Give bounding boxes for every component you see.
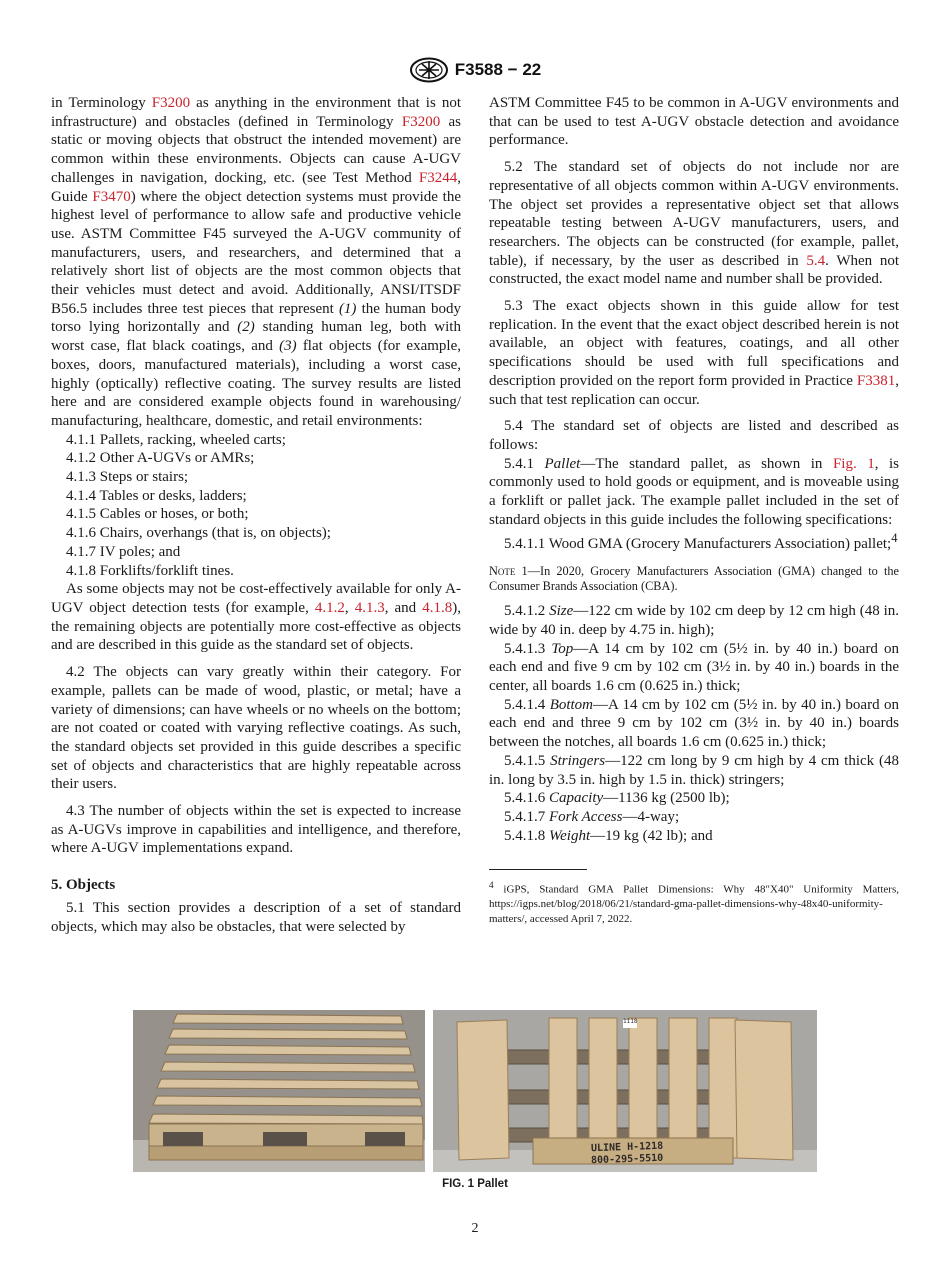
text-run: —A 14 cm by 102 cm (5½ in. by 40 in.) board on each end and five 9 cm by 102 cm (3½ in. by 40 in.) boards in the center, all boards 1.6 cm (0.625 in.) thick; xyxy=(489,640,900,694)
cross-reference-link[interactable]: F3470 xyxy=(92,188,131,205)
text-run: Capacity xyxy=(549,790,604,807)
text-run: —19 kg (42 lb); and xyxy=(590,827,713,844)
section-5-4-1 xyxy=(489,455,899,530)
text-run: ) where the object detection systems must provide the highest level of performance to allow safe and productive vehicle use. ASTM Committee F45 surveyed the A-UGV community of manufacturers, users, and researchers, and determined that a relatively short list of objects are the most common objects that their vehicles must detect and avoid. Additionally, ANSI/ITSDF B56.5 includes three test pieces that represent xyxy=(51,188,461,317)
spec-weight xyxy=(489,827,899,846)
spec-fork-access xyxy=(489,808,899,827)
pallet-stencil-line-1: ULINE H-1218 xyxy=(590,1140,664,1155)
text-run: 5.4.1.8 xyxy=(504,827,549,844)
text-run: —A 14 cm by 102 cm (5½ in. by 40 in.) board on each end and three 9 cm by 102 cm (3½ in. by 40 in.) boards between the notches, all boards 1.6 cm (0.625 in.) thick; xyxy=(489,696,900,751)
section-5-1: 5.1 This section provides a description of a set of standard objects, which may also be obstacles, that were selected by xyxy=(51,899,461,935)
text-run: , is commonly used to hold goods or equipment, and is moveable using a forklift or pallet jack. The example pallet included in the set of standard objects in this guide includes the following specifications: xyxy=(489,455,899,528)
spec-top xyxy=(489,640,899,696)
section-5-heading: 5. Objects xyxy=(51,877,116,894)
text-run: 4 xyxy=(489,880,494,891)
cross-reference-link[interactable]: F3200 xyxy=(401,113,441,130)
standard-designation: F3588 − 22 xyxy=(454,60,542,79)
figure-1 xyxy=(133,1010,817,1172)
list-item: 4.1.2 Other A-UGVs or AMRs; xyxy=(66,450,255,467)
text-run: flat objects (for example, boxes, doors, manufactured materials), including a worst case, highly (optically) reflective coating. The survey results are listed here and are considered example objects found in warehousing/ manufacturing, healthcare, domestic, and retail environments: xyxy=(51,338,461,429)
cross-reference-link[interactable]: F3200 xyxy=(151,95,191,111)
pallet-stencil-line-2: 800-295-5510 xyxy=(590,1152,664,1167)
figure-caption: FIG. 1 Pallet xyxy=(442,1178,508,1190)
pallet-photo-top xyxy=(433,1010,817,1172)
text-run: 5.4.1.4 xyxy=(504,696,550,713)
intro-paragraph xyxy=(51,94,461,431)
text-run: As some objects may not be cost-effectively available for only A-UGV object detection tests (for example, xyxy=(51,581,461,616)
astm-logo-icon xyxy=(409,57,449,83)
list-item: 4.1.1 Pallets, racking, wheeled carts; xyxy=(66,431,286,448)
cross-reference-link[interactable]: F3381 xyxy=(856,372,896,389)
list-item: 4.1.3 Steps or stairs; xyxy=(66,469,189,486)
text-run: ), the remaining objects are potentially more cost-effective as objects and are described in this guide as the standard set of objects. xyxy=(51,599,461,654)
list-item: 4.1.6 Chairs, overhangs (that is, on objects); xyxy=(66,525,331,542)
spec-bottom xyxy=(489,696,899,752)
list-item: 4.1.7 IV poles; and xyxy=(66,543,181,560)
continued-paragraph: ASTM Committee F45 to be common in A-UGV environments and that can be used to test A-UGV obstacle detection and avoidance performance. xyxy=(489,95,899,149)
text-run: 5.4.1.6 xyxy=(504,790,549,807)
section-5-4: 5.4 The standard set of objects are listed and described as follows: xyxy=(489,418,899,453)
text-run: . When not constructed, the exact model name and number shall be provided. xyxy=(489,252,900,288)
list-item: 4.1.5 Cables or hoses, or both; xyxy=(66,506,249,523)
pallet-photo-side xyxy=(133,1010,425,1172)
text-run: 5.2 The standard set of objects do not include nor are representative of all objects common within A-UGV environments. The object set provides a representative object set that allows repeatable testing between A-UGV manufacturers, users, and researchers. The objects can be constructed (for example, pallet, table), if necessary, by the user as described in xyxy=(489,159,899,269)
page-header xyxy=(0,56,950,84)
cross-reference-link[interactable]: 4.1.8 xyxy=(422,599,453,616)
text-run: Stringers xyxy=(550,752,606,769)
section-5-3 xyxy=(489,297,899,409)
text-run: , such that test replication can occur. xyxy=(489,372,899,408)
text-run: 5.4.1.1 Wood GMA (Grocery Manufacturers Association) pallet; xyxy=(504,536,892,553)
object-list xyxy=(51,431,461,581)
text-run: 5.4.1.3 xyxy=(504,640,552,657)
cross-reference-link[interactable]: Fig. 1 xyxy=(832,455,875,472)
text-run: as static or moving objects that obstruct the intended movement) are common within these environments. Objects can cause A-UGV challenges in navigation, docking, etc. (see Test Method xyxy=(51,113,461,186)
text-run: , Guide xyxy=(51,169,461,205)
text-run: —1136 kg (2500 lb); xyxy=(603,790,730,807)
text-run: —122 cm long by 9 cm high by 4 cm thick (48 in. long by 3.5 in. high by 1.5 in. thick) stringers; xyxy=(489,752,899,788)
text-run: 5.3 The exact objects shown in this guide allow for test replication. In the event that the exact object described herein is not available, an object with features, coatings, and all other specifications should be used with full specifications and description provided on the report form provided in Practice xyxy=(489,298,899,389)
text-run: —122 cm wide by 102 cm deep by 12 cm high (48 in. wide by 40 in. deep by 4.75 in. high); xyxy=(489,603,900,638)
left-column xyxy=(51,94,461,936)
text-run: iGPS, Standard GMA Pallet Dimensions: Why 48"X40" Uniformity Matters, https://igps.net/blog/2018/06/21/standard-gma-pallet-dimensions-why-48x40-uniformity-matters/, accessed April 7, 2022. xyxy=(489,883,899,925)
right-column xyxy=(489,94,899,926)
list-item: 4.1.8 Forklifts/forklift tines. xyxy=(66,562,234,579)
text-run: , and xyxy=(384,599,423,616)
footnote-4 xyxy=(489,878,899,926)
spec-size xyxy=(489,602,899,639)
text-run: Fork Access xyxy=(549,808,623,825)
text-run: 4 xyxy=(891,531,898,546)
text-run: Pallet xyxy=(544,455,581,472)
text-run: 5.4.1.5 xyxy=(504,752,551,769)
spec-capacity xyxy=(489,789,899,808)
text-run: —The standard pallet, as shown in xyxy=(580,455,833,472)
pallet-tag-label: 1118 xyxy=(623,1018,638,1025)
text-run: 5.4.1 xyxy=(504,455,545,472)
cost-paragraph xyxy=(51,580,461,655)
text-run: Bottom xyxy=(549,696,594,713)
text-run: the human body torso lying horizontally and xyxy=(51,300,461,336)
cross-reference-link[interactable]: 4.1.2 xyxy=(314,599,345,616)
text-run: standing human leg, both with worst case, flat black coatings, and xyxy=(51,319,461,355)
text-run: —4-way; xyxy=(622,808,680,825)
text-run: 1—In 2020, Grocery Manufacturers Association (GMA) changed to the Consumer Brands Association (CBA). xyxy=(489,564,899,594)
section-4-2: 4.2 The objects can vary greatly within their category. For example, pallets can be made of wood, plastic, or metal; have a variety of dimensions; can have wheels or no wheels on the bottom; are not coated or coated with varying reflective coatings. As such, the standard objects set provided in this guide describes a specific set of objects and characteristics that are highly repeatable across their users. xyxy=(51,664,461,793)
text-run: 5.4.1.7 xyxy=(504,808,549,825)
page-number: 2 xyxy=(471,1221,479,1236)
text-run: (3) xyxy=(279,338,297,355)
text-run: Weight xyxy=(549,827,591,844)
section-5-2 xyxy=(489,158,899,289)
section-5-4-1-1 xyxy=(489,529,899,554)
text-run: Note xyxy=(489,564,516,579)
cross-reference-link[interactable]: 4.1.3 xyxy=(354,599,385,616)
cross-reference-link[interactable]: F3244 xyxy=(418,169,458,186)
pallet-side-illustration xyxy=(133,1010,425,1172)
cross-reference-link[interactable]: 5.4 xyxy=(806,252,826,269)
text-run: , xyxy=(344,599,355,616)
list-item: 4.1.4 Tables or desks, ladders; xyxy=(66,487,247,504)
text-run: Top xyxy=(551,640,574,657)
text-run: 5.4.1.2 xyxy=(504,603,550,620)
spec-stringers xyxy=(489,752,899,789)
text-run: (2) xyxy=(237,319,255,336)
note-1 xyxy=(489,564,899,594)
text-run: Size xyxy=(549,603,574,620)
text-run: in Terminology xyxy=(51,95,152,111)
text-run: (1) xyxy=(338,300,357,317)
text-run: as anything in the environment that is not infrastructure) and obstacles (defined in Terminology xyxy=(51,95,461,130)
footnote-rule xyxy=(489,869,587,870)
section-4-3: 4.3 The number of objects within the set is expected to increase as A-UGVs improve in capabilities and intelligence, and therefore, where A-UGV implementations expand. xyxy=(51,803,461,857)
